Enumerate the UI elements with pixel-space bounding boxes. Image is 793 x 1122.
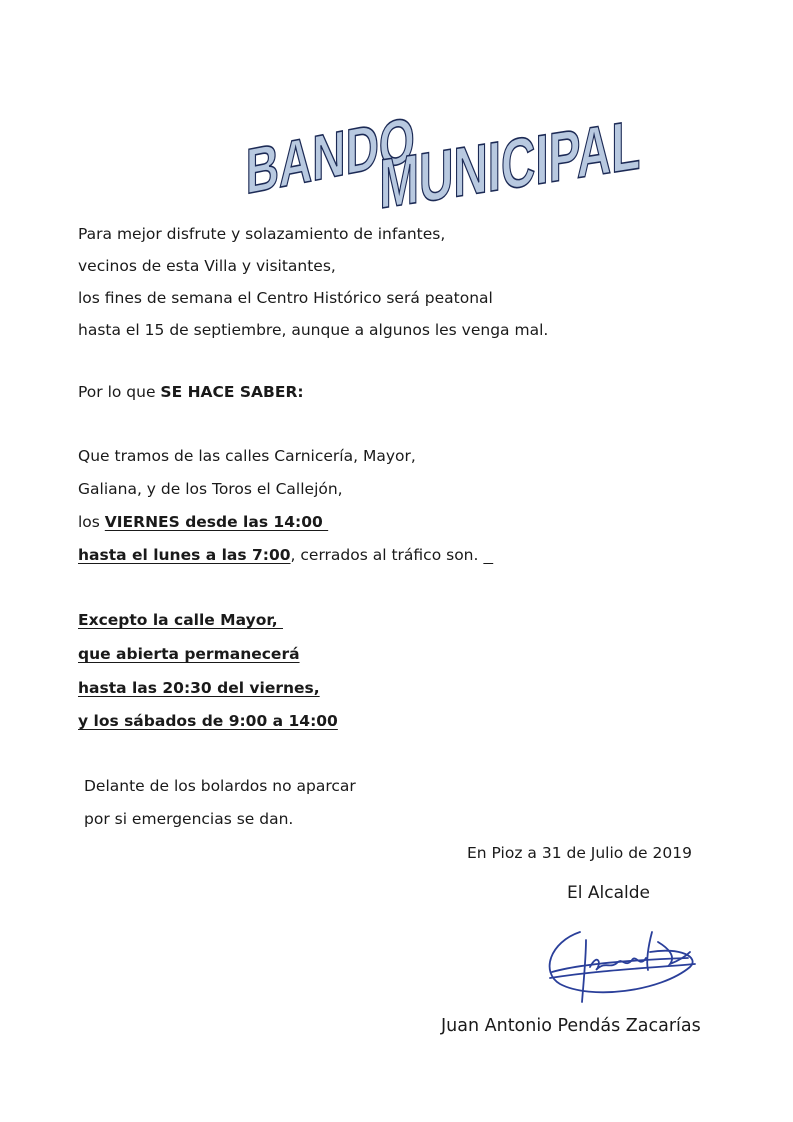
hace-saber-line: [78, 382, 304, 402]
tramos-line-4: [78, 545, 493, 565]
excepto-line-4: y los sábados de 9:00 a 14:00: [78, 712, 338, 730]
signature: [540, 912, 700, 1012]
excepto-line-1: Excepto la calle Mayor,: [78, 611, 283, 629]
excepto-line-2: que abierta permanecerá: [78, 645, 300, 663]
hace-saber-bold: SE HACE SABER:: [160, 383, 304, 401]
intro-line-3: los fines de semana el Centro Histórico será peatonal: [78, 289, 493, 307]
bolardos-line-2: por si emergencias se dan.: [84, 810, 294, 828]
title-word-bando: BANDO: [245, 102, 415, 208]
bando-municipal-title: [240, 80, 641, 224]
tramos-line-4-bold: hasta el lunes a las 7:00: [78, 546, 291, 564]
tramos-line-3-prefix: los: [78, 513, 105, 531]
firmante-name: Juan Antonio Pendás Zacarías: [441, 1016, 701, 1036]
intro-line-1: Para mejor disfrute y solazamiento de infantes,: [78, 225, 446, 243]
tramos-line-1: Que tramos de las calles Carnicería, Mayor,: [78, 447, 416, 465]
excepto-line-3: hasta las 20:30 del viernes,: [78, 679, 320, 697]
title-word-municipal: MUNICIPAL: [379, 105, 641, 224]
tramos-line-3: [78, 512, 328, 532]
tramos-line-4-underscore: [483, 546, 493, 564]
tramos-line-2: Galiana, y de los Toros el Callejón,: [78, 480, 343, 498]
bolardos-line-1: Delante de los bolardos no aparcar: [84, 777, 356, 795]
tramos-line-4-rest: , cerrados al tráfico son.: [290, 546, 484, 564]
tramos-line-3-bold: VIERNES desde las 14:00: [104, 513, 329, 531]
hace-saber-prefix: Por lo que: [78, 383, 161, 401]
intro-line-2: vecinos de esta Villa y visitantes,: [78, 257, 336, 275]
fecha: En Pioz a 31 de Julio de 2019: [467, 844, 692, 862]
cargo: El Alcalde: [567, 883, 650, 903]
intro-line-4: hasta el 15 de septiembre, aunque a algunos les venga mal.: [78, 321, 549, 339]
